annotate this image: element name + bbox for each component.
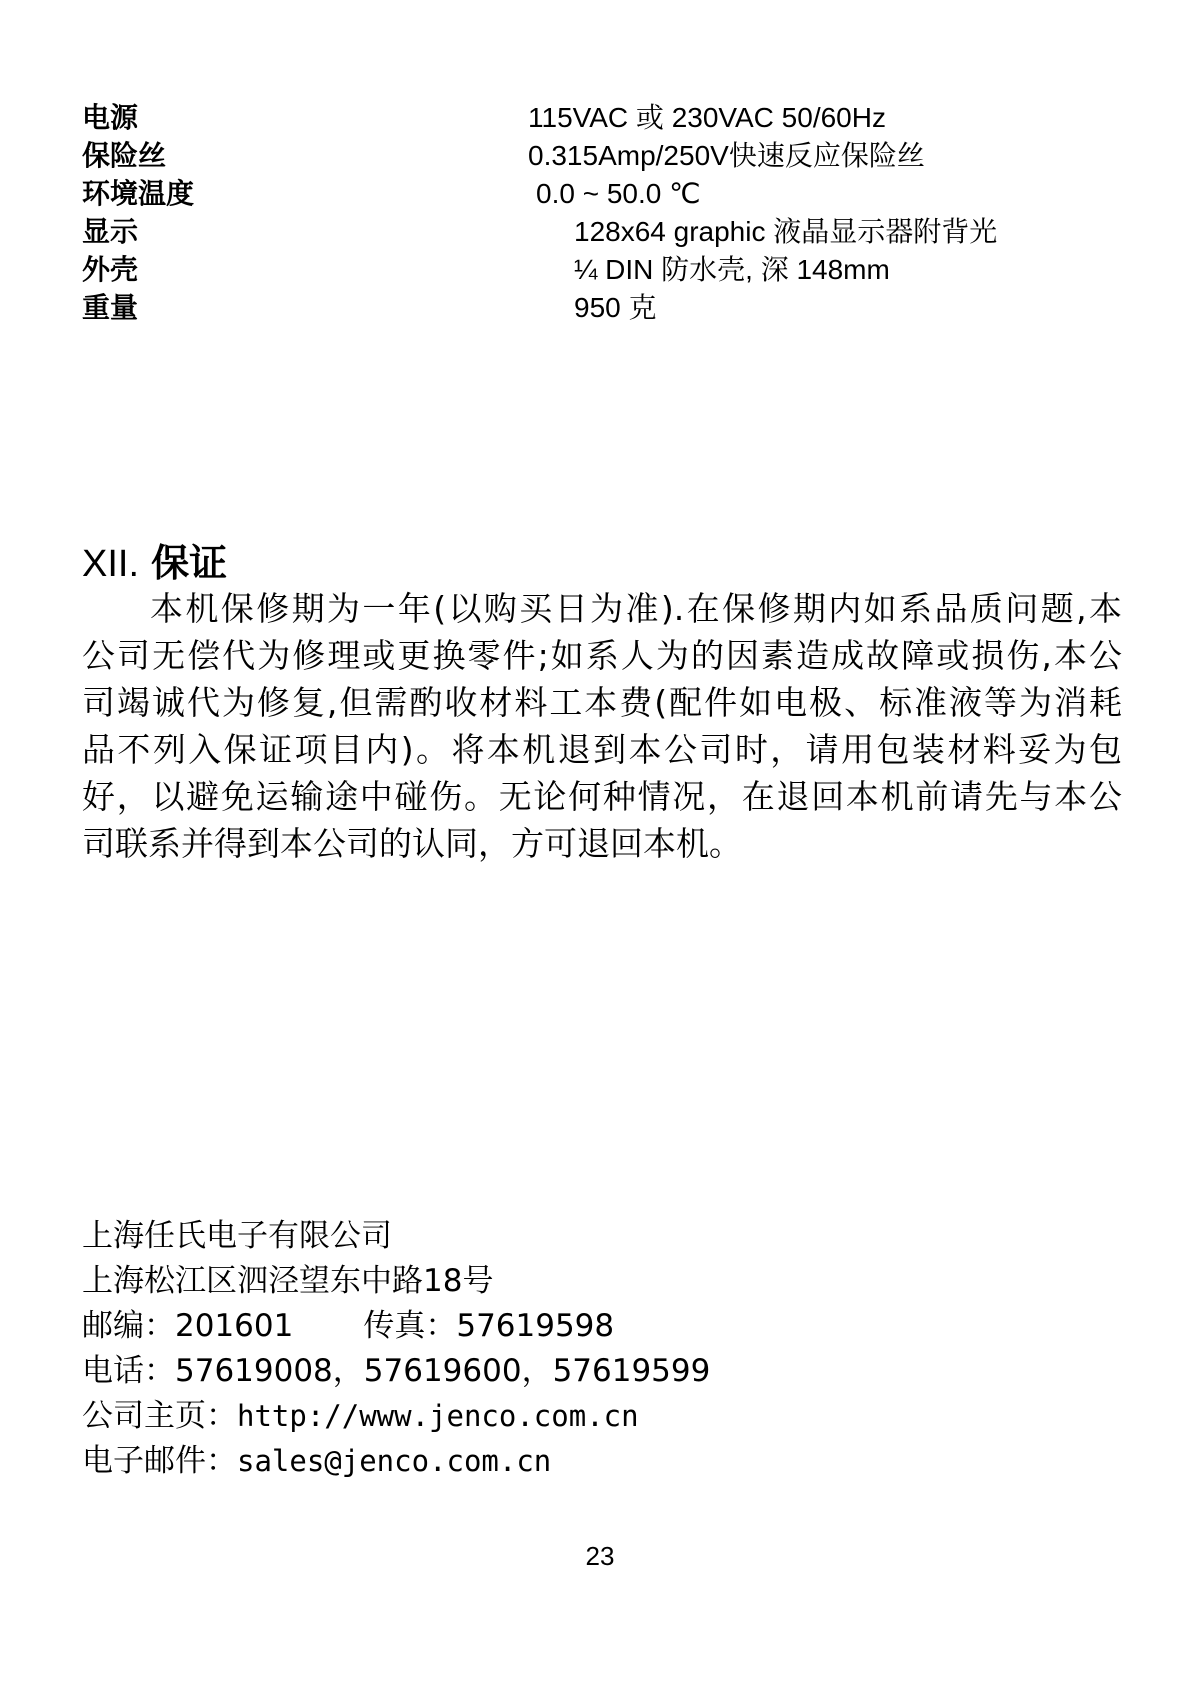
spec-row-temperature xyxy=(0,174,1200,214)
spec-value: 115VAC 或 230VAC 50/60Hz xyxy=(528,102,886,133)
homepage-line xyxy=(82,1394,710,1439)
section-number: XII. xyxy=(82,543,140,585)
spec-value: 0.0 ~ 50.0 ℃ xyxy=(536,178,701,209)
spec-row-display xyxy=(0,212,1200,252)
warranty-line: 好，以避免运输途中碰伤。无论何种情况，在退回本机前请先与本公 xyxy=(82,777,1122,816)
email-line xyxy=(82,1439,710,1484)
warranty-line: 本机保修期为一年(以购买日为准).在保修期内如系品质问题,本 xyxy=(150,589,1122,628)
spec-label: 电源 xyxy=(82,101,139,134)
section-title: 保证 xyxy=(151,541,228,585)
homepage-label: 公司主页： xyxy=(82,1398,237,1434)
fax-value: 57619598 xyxy=(456,1308,615,1344)
email-label: 电子邮件： xyxy=(82,1443,237,1479)
warranty-line: 公司无偿代为修理或更换零件;如系人为的因素造成故障或损伤,本公 xyxy=(82,636,1122,675)
fax-label: 传真： xyxy=(363,1308,457,1344)
warranty-line: 品不列入保证项目内)。将本机退到本公司时，请用包装材料妥为包 xyxy=(82,730,1122,769)
company-address: 上海松江区泗泾望东中路18号 xyxy=(82,1263,494,1299)
company-name: 上海任氏电子有限公司 xyxy=(82,1218,392,1254)
phone-line xyxy=(82,1349,710,1394)
spec-row-power xyxy=(0,98,1200,138)
page-number: 23 xyxy=(585,1541,615,1571)
spec-label: 外壳 xyxy=(82,253,139,286)
spec-value: 950 克 xyxy=(574,292,657,323)
postcode-value: 201601 xyxy=(175,1308,294,1344)
warranty-paragraph xyxy=(82,585,1122,867)
spec-value: 128x64 graphic 液晶显示器附背光 xyxy=(574,216,998,247)
spec-label: 环境温度 xyxy=(82,177,195,210)
spec-row-housing xyxy=(0,250,1200,290)
phone-label: 电话： xyxy=(82,1353,175,1389)
homepage-link[interactable]: http://www.jenco.com.cn xyxy=(237,1399,639,1433)
spec-label: 显示 xyxy=(82,215,139,248)
spec-label: 重量 xyxy=(82,291,139,324)
spec-label: 保险丝 xyxy=(82,139,167,172)
spec-value: ¼ DIN 防水壳, 深 148mm xyxy=(574,254,890,285)
postcode-label: 邮编： xyxy=(82,1308,175,1344)
spec-row-fuse xyxy=(0,136,1200,176)
section-heading xyxy=(82,538,227,589)
warranty-line: 司联系并得到本公司的认同，方可退回本机。 xyxy=(82,824,742,863)
phone-value: 57619008，57619600，57619599 xyxy=(175,1353,711,1389)
contact-block xyxy=(82,1214,710,1484)
spec-row-weight xyxy=(0,288,1200,328)
postcode-fax-line xyxy=(82,1304,710,1349)
spec-value: 0.315Amp/250V快速反应保险丝 xyxy=(528,140,925,171)
warranty-line: 司竭诚代为修复,但需酌收材料工本费(配件如电极、标准液等为消耗 xyxy=(82,683,1122,722)
email-link[interactable]: sales@jenco.com.cn xyxy=(237,1444,552,1478)
